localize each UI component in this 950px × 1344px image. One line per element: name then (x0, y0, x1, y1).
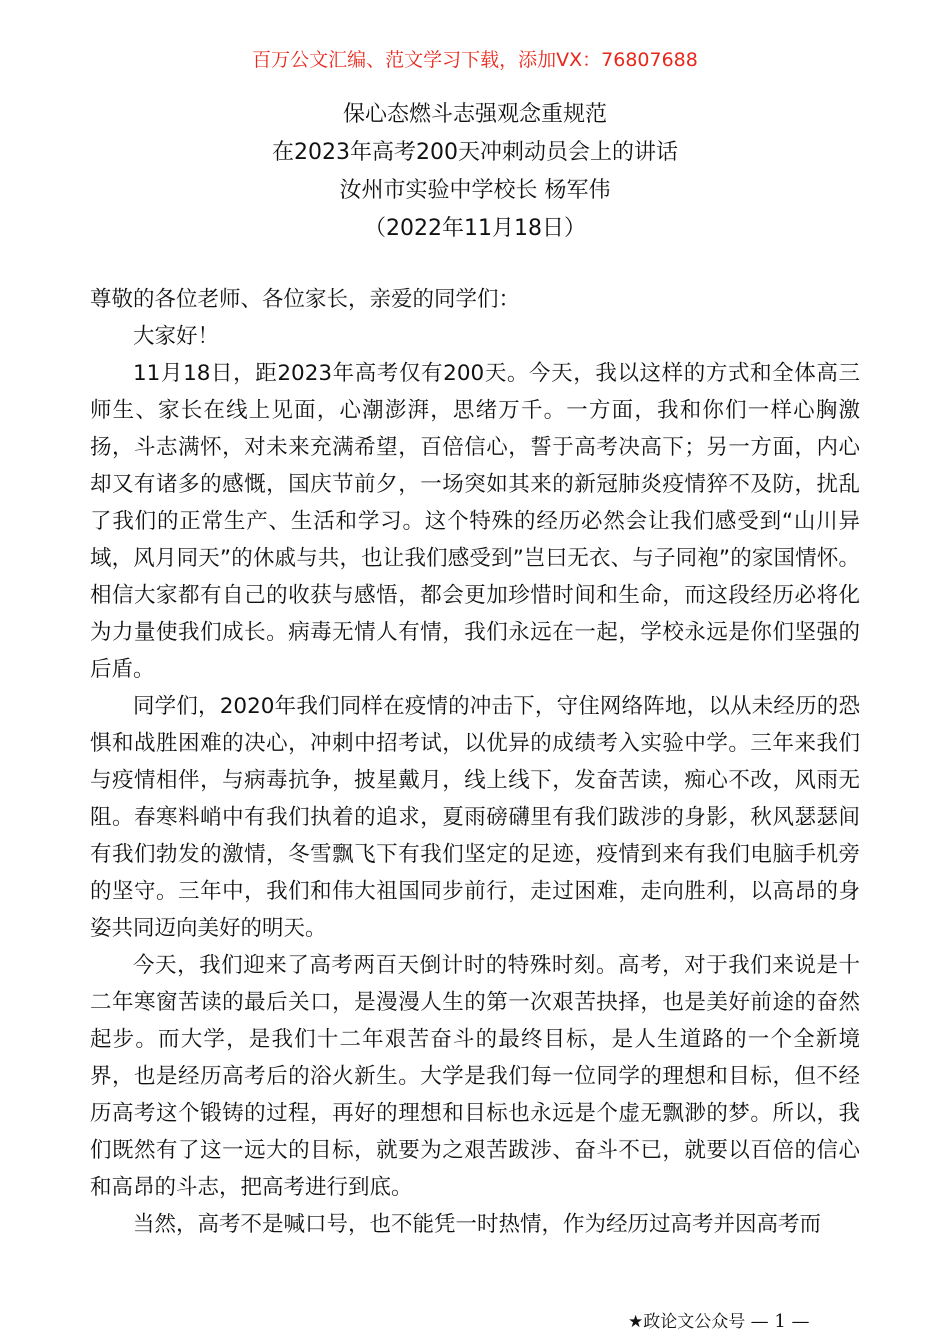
watermark-banner: 百万公文汇编、范文学习下载，添加VX：76807688 (252, 49, 698, 71)
speech-subtitle: 在2023年高考200天冲刺动员会上的讲话 (272, 140, 678, 165)
body-paragraph: 同学们，2020年我们同样在疫情的冲击下，守住网络阵地，以从未经历的恐惧和战胜困难的决心，冲刺中招考试，以优异的成绩考入实验中学。三年来我们与疫情相伴，与病毒抗争，披星戴月，线上线下，发奋苦读，痴心不改，风雨无阻。春寒料峭中有我们执着的追求，夏雨磅礴里有我们跋涉的身影，秋风瑟瑟间有我们勃发的激情，冬雪飘飞下有我们坚定的足迹，疫情到来有我们电脑手机旁的坚守。三年中，我们和伟大祖国同步前行，走过困难，走向胜利，以高昂的身姿共同迈向美好的明天。 (90, 694, 860, 941)
footer-label: ★政论文公众号 (628, 1312, 746, 1332)
speech-title: 保心态燃斗志强观念重规范 (342, 102, 607, 127)
speech-date: （2022年11月18日） (364, 216, 586, 241)
body-paragraph: 今天，我们迎来了高考两百天倒计时的特殊时刻。高考，对于我们来说是十二年寒窗苦读的最后关口，是漫漫人生的第一次艰苦抉择，也是美好前途的奋然起步。而大学，是我们十二年艰苦奋斗的最终目标，是人生道路的一个全新境界，也是经历高考后的浴火新生。大学是我们每一位同学的理想和目标，但不经历高考这个锻铸的过程，再好的理想和目标也永远是个虚无飘渺的梦。所以，我们既然有了这一远大的目标，就要为之艰苦跋涉、奋斗不已，就要以百倍的信心和高昂的斗志，把高考进行到底。 (90, 953, 860, 1200)
page-footer (628, 1310, 810, 1334)
page-number: — 1 — (750, 1311, 810, 1332)
salutation: 尊敬的各位老师、各位家长，亲爱的同学们： (90, 287, 521, 312)
greeting-paragraph: 大家好！ (133, 324, 220, 349)
speech-title-block (0, 96, 950, 248)
body-paragraph: 当然，高考不是喊口号，也不能凭一时热情，作为经历过高考并因高考而 (133, 1212, 822, 1237)
body-paragraph: 11月18日，距2023年高考仅有200天。今天，我以这样的方式和全体高三师生、家长在线上见面，心潮澎湃，思绪万千。一方面，我和你们一样心胸激扬，斗志满怀，对未来充满希望，百倍信心，誓于高考决高下；另一方面，内心却又有诸多的感慨，国庆节前夕，一场突如其来的新冠肺炎疫情猝不及防，扰乱了我们的正常生产、生活和学习。这个特殊的经历必然会让我们感受到“山川异域，风月同天”的休戚与共，也让我们感受到”岂曰无衣、与子同袍”的家国情怀。相信大家都有自己的收获与感悟，都会更加珍惜时间和生命，而这段经历必将化为力量使我们成长。病毒无情人有情，我们永远在一起，学校永远是你们坚强的后盾。 (90, 361, 860, 682)
speech-body (90, 281, 860, 1243)
speaker-line: 汝州市实验中学校长 杨军伟 (339, 178, 611, 203)
